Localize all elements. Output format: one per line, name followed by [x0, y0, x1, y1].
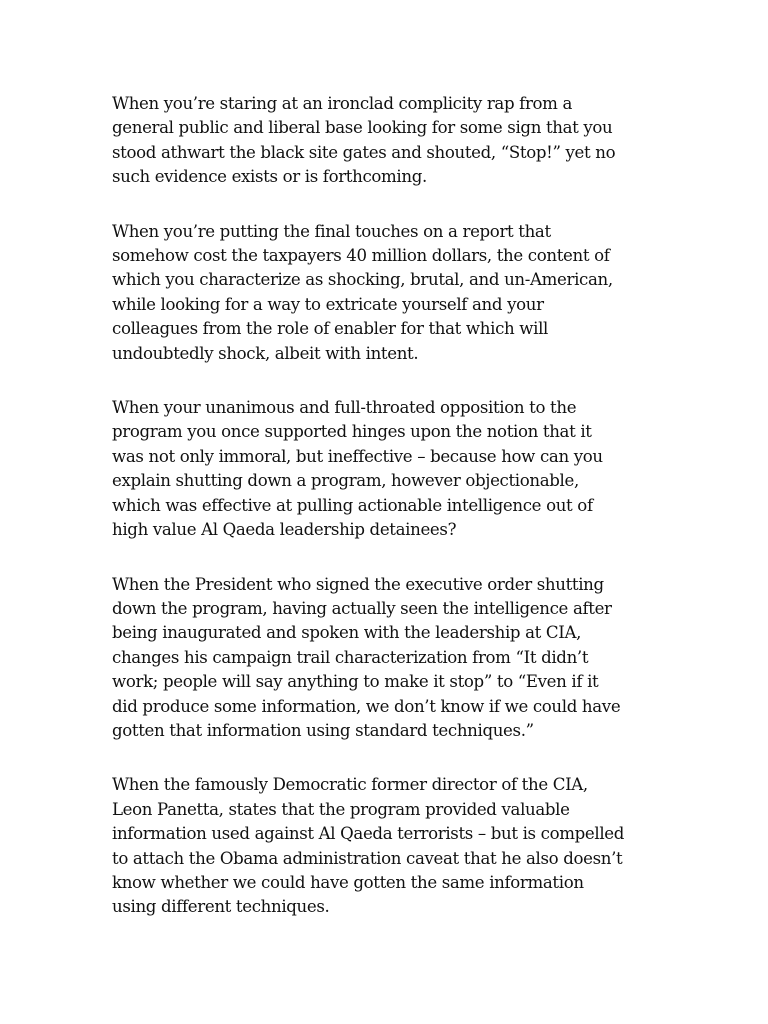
text-line: When you’re putting the final touches on a report that [112, 221, 551, 241]
text-line: colleagues from the role of enabler for that which will [112, 319, 549, 339]
text-line: somehow cost the taxpayers 40 million dollars, the content of [112, 246, 610, 266]
text-line: When you’re staring at an ironclad complicity rap from a [112, 94, 573, 113]
paragraph-5 [112, 773, 668, 919]
text-line: gotten that information using standard techniques.” [112, 720, 534, 740]
text-line: information used against Al Qaeda terrorists – but is compelled [112, 824, 625, 844]
text-line: high value Al Qaeda leadership detainees? [112, 520, 457, 540]
text-line: did produce some information, we don’t know if we could have [112, 696, 621, 716]
text-line: which you characterize as shocking, brutal, and un-American, [112, 270, 613, 290]
text-line: When the famously Democratic former director of the CIA, [112, 775, 588, 795]
paragraph-4 [112, 573, 668, 744]
text-line: program you once supported hinges upon the notion that it [112, 422, 592, 442]
text-line: Leon Panetta, states that the program provided valuable [112, 799, 570, 819]
paragraph-2 [112, 220, 668, 366]
text-line: being inaugurated and spoken with the leadership at CIA, [112, 623, 582, 643]
text-line: to attach the Obama administration caveat that he also doesn’t [112, 848, 623, 868]
text-line: which was effective at pulling actionable intelligence out of [112, 495, 593, 515]
text-line: know whether we could have gotten the same information [112, 872, 584, 892]
text-line: was not only immoral, but ineffective – because how can you [112, 446, 603, 466]
text-line: down the program, having actually seen the intelligence after [112, 598, 612, 618]
text-line: such evidence exists or is forthcoming. [112, 167, 427, 187]
text-line: explain shutting down a program, however objectionable, [112, 471, 579, 491]
text-line: When the President who signed the executive order shutting [112, 574, 604, 594]
text-line: When your unanimous and full-throated opposition to the [112, 398, 577, 418]
paragraph-1 [112, 92, 668, 190]
text-line: using different techniques. [112, 897, 330, 917]
text-line: work; people will say anything to make it stop” to “Even if it [112, 672, 599, 692]
text-line: stood athwart the black site gates and shouted, “Stop!” yet no [112, 142, 616, 162]
text-line: changes his campaign trail characterization from “It didn’t [112, 647, 589, 667]
text-line: general public and liberal base looking for some sign that you [112, 118, 613, 138]
text-line: undoubtedly shock, albeit with intent. [112, 343, 419, 363]
text-line: while looking for a way to extricate yourself and your [112, 294, 544, 314]
paragraph-3 [112, 396, 668, 542]
